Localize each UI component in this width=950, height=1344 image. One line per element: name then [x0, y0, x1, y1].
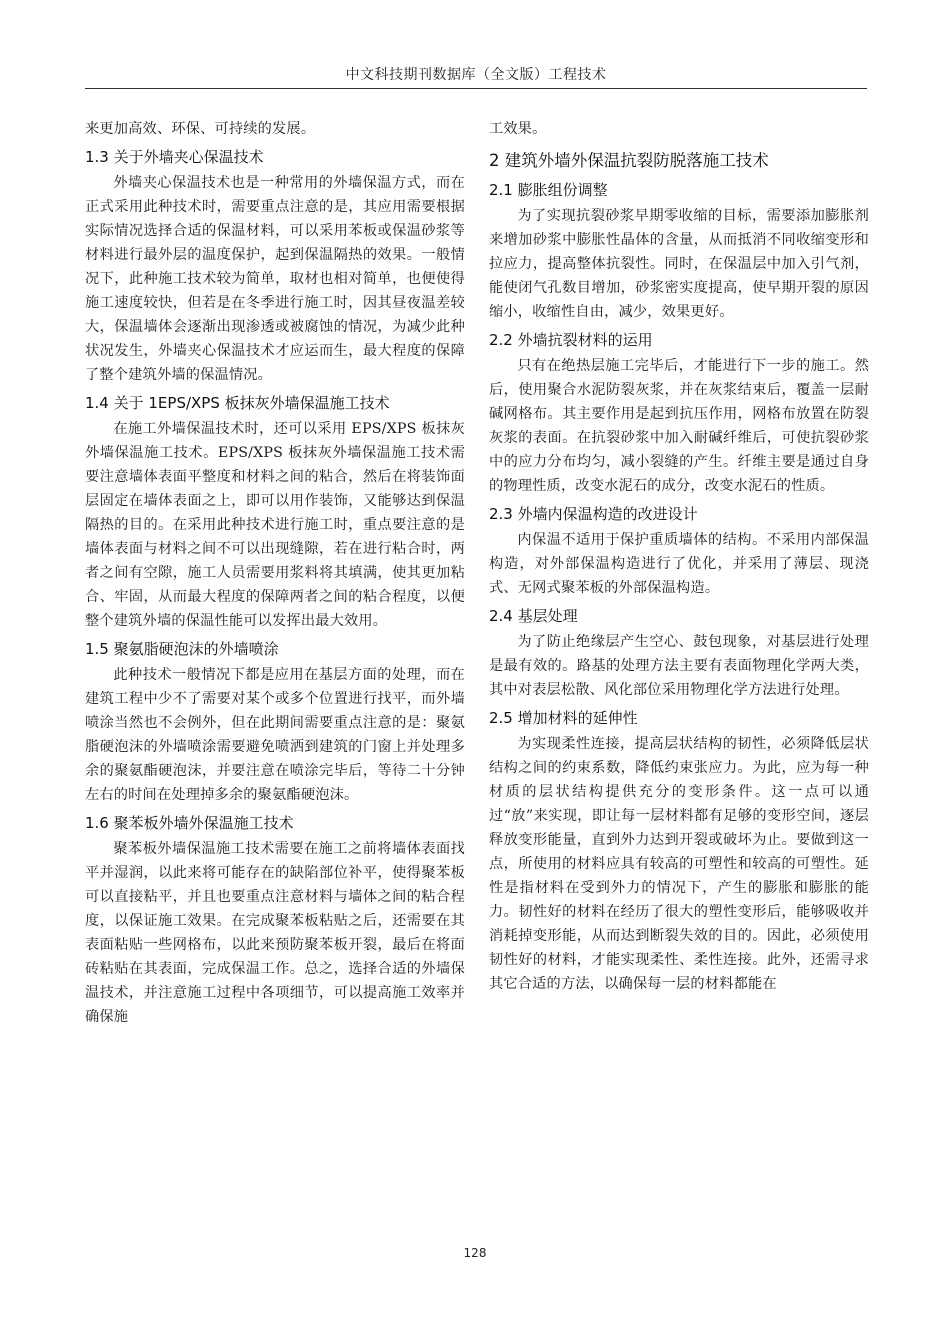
section-heading-1-5: 1.5 聚氨脂硬泡沫的外墙喷涂: [85, 640, 279, 658]
chapter-heading-2: 2 建筑外墙外保温抗裂防脱落施工技术: [489, 151, 769, 170]
paragraph-1-6: 聚苯板外墙保温施工技术需要在施工之前将墙体表面找平并湿润，以此来将可能存在的缺陷部位补平，使得聚苯板可以直接粘平，并且也要重点注意材料与墙体之间的粘合程度，以保证施工效果。在完成聚苯板粘贴之后，还需要在其表面粘贴一些网格布，以此来预防聚苯板开裂，最后在将面砖粘贴在其表面，完成保温工作。总之，选择合适的外墙保温技术，并注意施工过程中各项细节，可以提高施工效率并确保施: [85, 841, 465, 1025]
page-number: 128: [463, 1246, 487, 1260]
paragraph-2-1: 为了实现抗裂砂浆早期零收缩的目标，需要添加膨胀剂来增加砂浆中膨胀性晶体的含量，从而抵消不同收缩变形和拉应力，提高整体抗裂性。同时，在保温层中加入引气剂，能使闭气孔数目增加，砂浆密实度提高，使早期开裂的原因缩小，收缩性自由，减少，效果更好。: [489, 208, 869, 320]
paragraph-1-3: 外墙夹心保温技术也是一种常用的外墙保温方式，而在正式采用此种技术时，需要重点注意的是，其应用需要根据实际情况选择合适的保温材料，可以采用苯板或保温砂浆等材料进行最外层的温度保护，起到保温隔热的效果。一般情况下，此种施工技术较为简单，取材也相对简单，也便使得施工速度较快，但若是在冬季进行施工时，因其昼夜温差较大，保温墙体会逐渐出现渗透或被腐蚀的情况，为减少此种状况发生，外墙夹心保温技术才应运而生，最大程度的保障了整个建筑外墙的保温情况。: [85, 175, 465, 383]
section-heading-2-4: 2.4 基层处理: [489, 607, 578, 625]
section-heading-1-4: 1.4 关于 1EPS/XPS 板抹灰外墙保温施工技术: [85, 394, 390, 412]
paragraph-2-4: 为了防止绝缘层产生空心、鼓包现象，对基层进行处理是最有效的。路基的处理方法主要有表面物理化学两大类，其中对表层松散、风化部位采用物理化学方法进行处理。: [489, 634, 869, 698]
running-header: 中文科技期刊数据库（全文版）工程技术: [345, 67, 607, 83]
paragraph-1-4: 在施工外墙保温技术时，还可以采用 EPS/XPS 板抹灰外墙保温施工技术。EPS/XPS 板抹灰外墙保温施工技术需要注意墙体表面平整度和材料之间的粘合，然后在将装饰面层固定在墙体表面之上，即可以用作装饰，又能够达到保温隔热的目的。在采用此种技术进行施工时，重点要注意的是墙体表面与材料之间不可以出现缝隙，若在进行粘合时，两者之间有空隙，施工人员需要用浆料将其填满，使其更加粘合、牢固，从而最大程度的保障两者之间的粘合程度，以便整个建筑外墙的保温性能可以发挥出最大效用。: [85, 421, 465, 629]
header-rule: [85, 88, 867, 89]
paragraph-2-2: 只有在绝热层施工完毕后，才能进行下一步的施工。然后，使用聚合水泥防裂灰浆，并在灰浆结束后，覆盖一层耐碱网格布。其主要作用是起到抗压作用，网格布放置在防裂灰浆的表面。在抗裂砂浆中加入耐碱纤维后，可使抗裂砂浆中的应力分布均匀，减小裂缝的产生。纤维主要是通过自身的物理性质，改变水泥石的成分，改变水泥石的性质。: [489, 358, 869, 494]
paragraph-2-5: 为实现柔性连接，提高层状结构的韧性，必须降低层状结构之间的约束系数，降低约束张应力。为此，应为每一种材质的层状结构提供充分的变形条件。这一点可以通过“放”来实现，即让每一层材料都有足够的变形空间，逐层释放变形能量，直到外力达到开裂或破坏为止。要做到这一点，所使用的材料应具有较高的可塑性和较高的可塑性。延性是指材料在受到外力的情况下，产生的膨胀和膨胀的能力。韧性好的材料在经历了很大的塑性变形后，能够吸收并消耗掉变形能，从而达到断裂失效的目的。因此，必须使用韧性好的材料，才能实现柔性、柔性连接。此外，还需寻求其它合适的方法，以确保每一层的材料都能在: [489, 736, 869, 992]
right-column: [489, 117, 869, 996]
paragraph-continuation: 工效果。: [489, 121, 547, 137]
paragraph-2-3: 内保温不适用于保护重质墙体的结构。不采用内部保温构造，对外部保温构造进行了优化，并采用了薄层、现浇式、无网式聚苯板的外部保温构造。: [489, 532, 869, 596]
paragraph-1-5: 此种技术一般情况下都是应用在基层方面的处理，而在建筑工程中少不了需要对某个或多个位置进行找平，而外墙喷涂当然也不会例外，但在此期间需要重点注意的是：聚氨脂硬泡沫的外墙喷涂需要避免喷洒到建筑的门窗上并处理多余的聚氨酯硬泡沫，并要注意在喷涂完毕后，等待二十分钟左右的时间在处理掉多余的聚氨酯硬泡沫。: [85, 667, 465, 803]
section-heading-2-3: 2.3 外墙内保温构造的改进设计: [489, 505, 698, 523]
left-column: [85, 117, 465, 1029]
paragraph-continuation: 来更加高效、环保、可持续的发展。: [85, 121, 316, 137]
section-heading-1-6: 1.6 聚苯板外墙外保温施工技术: [85, 814, 294, 832]
section-heading-2-2: 2.2 外墙抗裂材料的运用: [489, 331, 653, 349]
section-heading-2-5: 2.5 增加材料的延伸性: [489, 709, 638, 727]
section-heading-2-1: 2.1 膨胀组份调整: [489, 181, 608, 199]
section-heading-1-3: 1.3 关于外墙夹心保温技术: [85, 148, 264, 166]
